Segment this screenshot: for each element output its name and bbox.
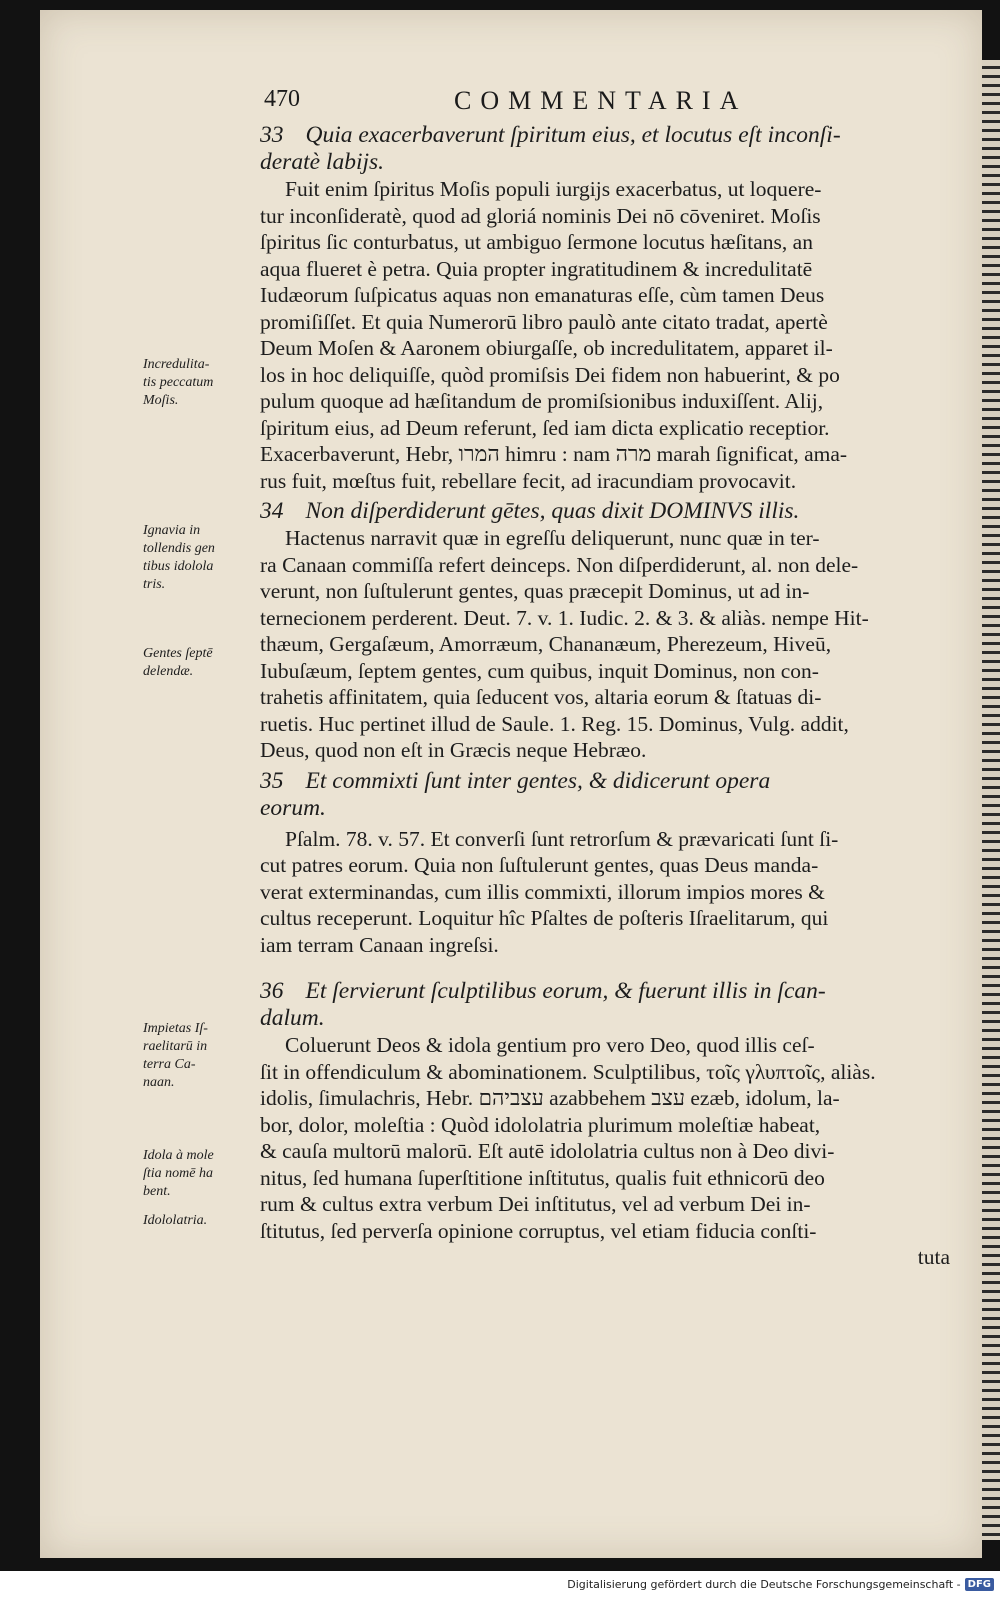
commentary-line: idolis, ſimulachris, Hebr. עצביהם azabbehem עצב ezæb, idolum, la-	[260, 1086, 840, 1110]
commentary-line: Pſalm. 78. v. 57. Et converſi ſunt retrorſum & prævaricati ſunt ſi-	[285, 826, 839, 851]
verse-number: 33	[260, 122, 284, 148]
commentary-line: ſpiritus ſic conturbatus, ut ambiguo ſermone locutus hæſitans, an	[260, 230, 813, 254]
commentary-line: Fuit enim ſpiritus Moſis populi iurgijs exacerbatus, ut loquere-	[285, 177, 822, 201]
commentary-line: los in hoc deliquiſſe, quòd promiſsis Dei fidem non habuerint, & po	[260, 362, 840, 387]
footer-credit: Digitalisierung gefördert durch die Deutsche Forschungsgemeinschaft -	[567, 1578, 961, 1591]
margin-note-line: tollendis gen	[143, 541, 215, 556]
commentary-line: ternecionem perderent. Deut. 7. v. 1. Iudic. 2. & 3. & aliàs. nempe Hit-	[260, 605, 869, 630]
commentary-line: verunt, non ſuſtulerunt gentes, quas præcepit Dominus, ut ad in-	[260, 579, 810, 603]
commentary-line: thæum, Gergaſæum, Amorræum, Chananæum, Pherezeum, Hiveū,	[260, 632, 832, 656]
commentary-line: iam terram Canaan ingreſsi.	[260, 932, 499, 957]
commentary-line: rum & cultus extra verbum Dei inſtitutus, vel ad verbum Dei in-	[260, 1192, 811, 1216]
commentary-line: Iudæorum ſuſpicatus aquas non emanaturas eſſe, cùm tamen Deus	[260, 283, 825, 307]
commentary-line: rus fuit, mœſtus fuit, rebellare fecit, ad iracundiam provocavit.	[260, 468, 797, 493]
verse-text: eorum.	[260, 794, 326, 821]
commentary-line: aqua flueret è petra. Quia propter ingratitudinem & incredulitatē	[260, 256, 813, 281]
verse-text: Et commixti ſunt inter gentes, & didicerunt opera	[305, 767, 771, 794]
commentary-line: Exacerbaverunt, Hebr, המרו himru : nam מרה marah ſignificat, ama-	[260, 442, 848, 466]
commentary-line: ſpiritum eius, ad Deum referunt, ſed iam dicta explicatio receptior.	[260, 415, 830, 440]
margin-note-line: tris.	[143, 577, 166, 592]
margin-note-line: tibus idolola	[143, 559, 214, 574]
running-title: COMMENTARIA	[454, 86, 748, 115]
margin-note-line: Incredulita-	[143, 357, 210, 372]
verse-number: 36	[260, 978, 284, 1004]
verse-heading	[260, 768, 982, 795]
margin-note-line: tis peccatum	[143, 375, 214, 390]
margin-note-line: delendæ.	[143, 664, 194, 679]
margin-note-line: terra Ca-	[143, 1057, 196, 1072]
margin-note-incredulity	[143, 356, 261, 410]
margin-note-line: naan.	[143, 1075, 175, 1090]
verse-heading	[260, 122, 982, 149]
running-head	[264, 86, 964, 122]
digitization-footer	[567, 1578, 994, 1591]
commentary-line: promiſiſſet. Et quia Numerorū libro paulò ante citato tradat, apertè	[260, 309, 828, 334]
commentary-line: pulum quoque ad hæſitandum de promiſsionibus induxiſſent. Alij,	[260, 389, 824, 413]
margin-note-impietas	[143, 1020, 261, 1092]
commentary-line: cultus receperunt. Loquitur hîc Pſaltes de poſteris Iſraelitarum, qui	[260, 906, 829, 930]
commentary-line: Deum Moſen & Aaronem obiurgaſſe, ob incredulitatem, apparet il-	[260, 336, 833, 360]
commentary-line: bor, dolor, moleſtia : Quòd idololatria plurimum moleſtiæ habeat,	[260, 1112, 821, 1137]
margin-note-line: Idololatria.	[143, 1213, 208, 1228]
margin-note-idola	[143, 1147, 261, 1201]
catchword: tuta	[917, 1245, 950, 1269]
verse-text: Non diſperdiderunt gētes, quas dixit DOMINVS illis.	[305, 498, 800, 524]
margin-note-gentes	[143, 645, 261, 681]
commentary-line: cut patres eorum. Quia non ſuſtulerunt gentes, quas Deus manda-	[260, 853, 819, 877]
margin-note-line: Gentes ſeptē	[143, 646, 213, 661]
commentary-line: & cauſa multorū malorū. Eſt autē idololatria cultus non à Deo divi-	[260, 1139, 835, 1163]
margin-note-line: ſtia nomē ha	[143, 1166, 213, 1181]
verse-text: deratè labijs.	[260, 149, 385, 175]
verse-heading	[260, 498, 982, 525]
margin-note-line: Impietas Iſ-	[143, 1021, 208, 1036]
commentary-line: trahetis affinitatem, quia ſeducent vos, altaria eorum & ſtatuas di-	[260, 685, 822, 709]
commentary-line: ruetis. Huc pertinet illud de Saule. 1. Reg. 15. Dominus, Vulg. addit,	[260, 711, 849, 736]
page-edge	[982, 60, 1000, 1540]
margin-note-line: Idola à mole	[143, 1148, 214, 1163]
commentary-line: ra Canaan commiſſa refert deinceps. Non diſperdiderunt, al. non dele-	[260, 552, 859, 577]
margin-note-line: raelitarū in	[143, 1039, 208, 1054]
commentary-line: ſit in offendiculum & abominationem. Sculptilibus, τοῖς γλυπτοῖς, aliàs.	[260, 1059, 876, 1084]
margin-note-line: Ignavia in	[143, 523, 201, 538]
commentary-line: Hactenus narravit quæ in egreſſu deliquerunt, nunc quæ in ter-	[285, 526, 820, 550]
commentary-line: ſtitutus, ſed perverſa opinione corruptus, vel etiam fiducia conſti-	[260, 1218, 817, 1243]
commentary-line: tur inconſideratè, quod ad gloriá nominis Dei nō cōveniret. Moſis	[260, 203, 821, 228]
verse-text: Et ſervierunt ſculptilibus eorum, & fuerunt illis in ſcan-	[305, 978, 826, 1004]
commentary-line: Iubuſæum, ſeptem gentes, cum quibus, inquit Dominus, non con-	[260, 658, 819, 683]
commentary-line: Deus, quod non eſt in Græcis neque Hebræo.	[260, 738, 647, 762]
page-number: 470	[264, 86, 300, 112]
margin-note-ignavia	[143, 522, 261, 594]
margin-note-line: Moſis.	[143, 393, 179, 408]
commentary-line: Coluerunt Deos & idola gentium pro vero Deo, quod illis ceſ-	[285, 1033, 815, 1057]
margin-note-line: bent.	[143, 1184, 171, 1199]
commentary-line: nitus, ſed humana ſuperſtitione inſtitutus, qualis fuit ethnicorū deo	[260, 1165, 825, 1190]
main-text	[260, 122, 982, 1271]
verse-text: Quia exacerbaverunt ſpiritum eius, et locutus eſt inconſi-	[305, 122, 841, 148]
verse-number: 35	[260, 767, 284, 794]
dfg-logo-icon: DFG	[965, 1578, 994, 1591]
verse-text: dalum.	[260, 1005, 325, 1031]
verse-number: 34	[260, 498, 284, 524]
verse-heading	[260, 978, 982, 1005]
margin-note-idololatria	[143, 1212, 261, 1230]
commentary-line: verat exterminandas, cum illis commixti, illorum impios mores &	[260, 879, 825, 904]
